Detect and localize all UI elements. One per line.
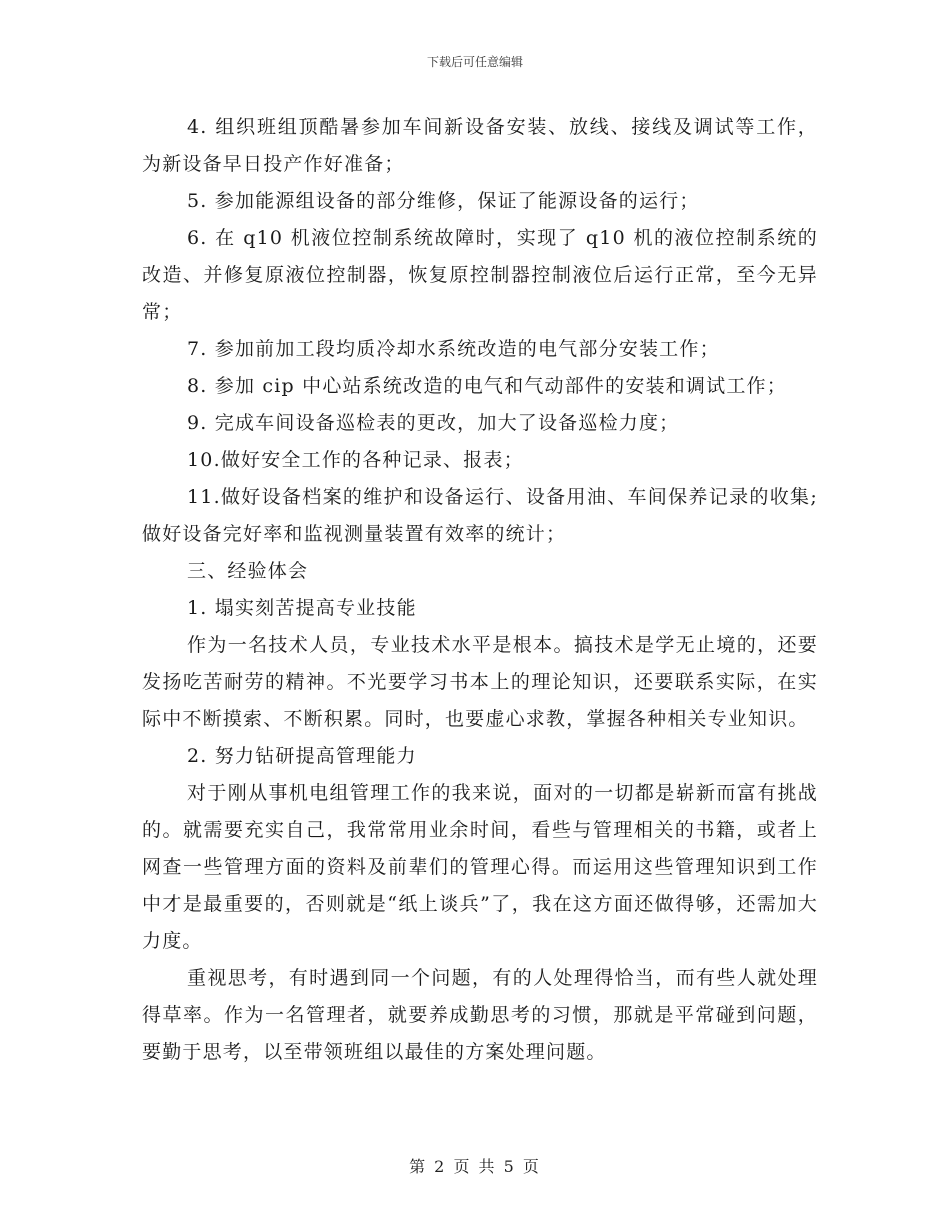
- paragraph-item-8: 8. 参加 cip 中心站系统改造的电气和气动部件的安装和调试工作；: [187, 375, 787, 397]
- paragraph-item-10: 10.做好安全工作的各种记录、报表；: [187, 449, 524, 471]
- paragraph-item-6: 6. 在 q10 机液位控制系统故障时，实现了 q10 机的液位控制系统的改造、并修复原液位控制器，恢复原控制器控制液位后运行正常，至今无异常；: [142, 227, 818, 323]
- paragraph-item-9: 9. 完成车间设备巡检表的更改，加大了设备巡检力度；: [187, 412, 680, 434]
- paragraph-item-7: 7. 参加前加工段均质冷却水系统改造的电气部分安装工作；: [187, 338, 720, 360]
- body-paragraph: 作为一名技术人员，专业技术水平是根本。搞技术是学无止境的，还要发扬吃苦耐劳的精神。不光要学习书本上的理论知识，还要联系实际，在实际中不断摸索、不断积累。同时，也要虚心求教，掌握各种相关专业知识。: [142, 634, 818, 730]
- paragraph-item-4: 4. 组织班组顶酷暑参加车间新设备安装、放线、接线及调试等工作，为新设备早日投产作好准备；: [142, 116, 818, 175]
- paragraph-item-11: 11.做好设备档案的维护和设备运行、设备用油、车间保养记录的收集;做好设备完好率和监视测量装置有效率的统计；: [142, 486, 818, 545]
- body-paragraph: 对于刚从事机电组管理工作的我来说，面对的一切都是崭新而富有挑战的。就需要充实自己，我常常用业余时间，看些与管理相关的书籍，或者上网查一些管理方面的资料及前辈们的管理心得。而运用这些管理知识到工作中才是最重要的，否则就是“纸上谈兵”了，我在这方面还做得够，还需加大力度。: [142, 782, 818, 952]
- body-paragraph: 重视思考，有时遇到同一个问题，有的人处理得恰当，而有些人就处理得草率。作为一名管理者，就要养成勤思考的习惯，那就是平常碰到问题，要勤于思考，以至带领班组以最佳的方案处理问题。: [142, 967, 818, 1063]
- document-body: [142, 109, 818, 1071]
- section-heading: 三、经验体会: [187, 560, 309, 582]
- subheading-2: 2. 努力钻研提高管理能力: [187, 745, 417, 767]
- page-header: 下载后可任意编辑: [426, 55, 523, 69]
- paragraph-item-5: 5. 参加能源组设备的部分维修，保证了能源设备的运行；: [187, 190, 700, 212]
- subheading-1: 1. 塌实刻苦提高专业技能: [187, 597, 417, 619]
- page-number: 第 2 页 共 5 页: [409, 1157, 541, 1176]
